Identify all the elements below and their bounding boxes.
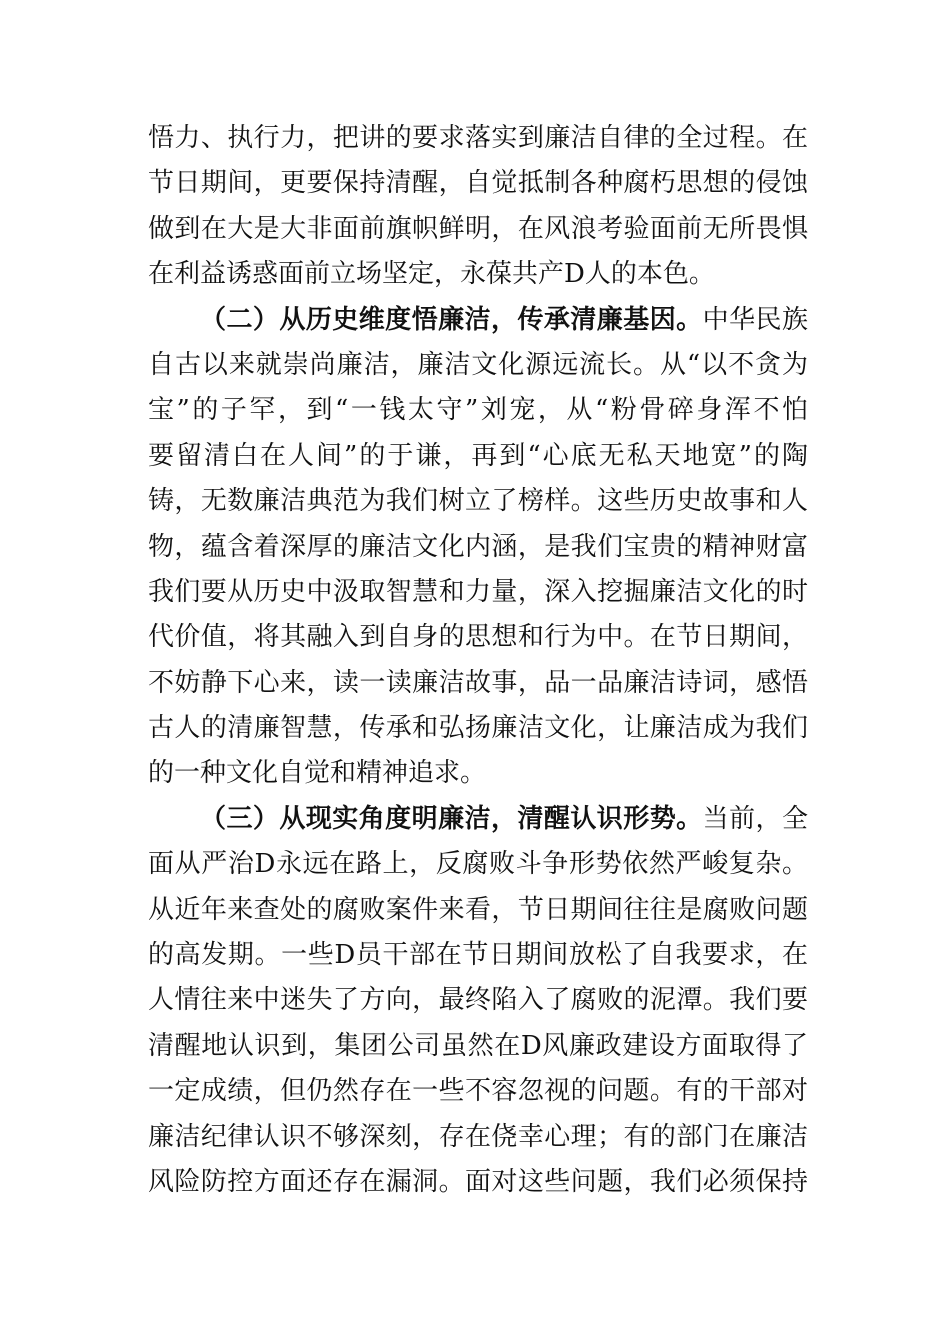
text-line: 宝”的子罕，到“一钱太守”刘宠，从“粉骨碎身浑不怕 <box>148 395 808 426</box>
text-span: 当前，全 <box>702 803 808 834</box>
paragraph-first-line <box>148 797 808 842</box>
text-line: 古人的清廉智慧，传承和弘扬廉洁文化，让廉洁成为我们 <box>148 713 808 744</box>
text-line: 清醒地认识到，集团公司虽然在D风廉政建设方面取得了 <box>148 1030 808 1061</box>
text-line: 从近年来查处的腐败案件来看，节日期间往往是腐败问题 <box>148 894 808 925</box>
text-line: 的高发期。一些D员干部在节日期间放松了自我要求，在 <box>148 940 808 971</box>
text-line: 不妨静下心来，读一读廉洁故事，品一品廉洁诗词，感悟 <box>148 667 808 698</box>
text-line: 一定成绩，但仍然存在一些不容忽视的问题。有的干部对 <box>148 1076 808 1107</box>
text-span: 中华民族 <box>702 304 808 335</box>
text-line: 在利益诱惑面前立场坚定，永葆共产D人的本色。 <box>148 259 715 290</box>
text-line: 的一种文化自觉和精神追求。 <box>148 758 487 789</box>
text-line: 自古以来就崇尚廉洁，廉洁文化源远流长。从“以不贪为 <box>148 349 808 380</box>
text-line: 风险防控方面还存在漏洞。面对这些问题，我们必须保持 <box>148 1166 808 1197</box>
section-heading: （二）从历史维度悟廉洁，传承清廉基因。 <box>200 304 703 335</box>
text-line: 面从严治D永远在路上，反腐败斗争形势依然严峻复杂。 <box>148 849 808 880</box>
body-text <box>148 116 808 1205</box>
text-line: 我们要从历史中汲取智慧和力量，深入挖掘廉洁文化的时 <box>148 576 808 607</box>
text-line: 人情往来中迷失了方向，最终陷入了腐败的泥潭。我们要 <box>148 985 808 1016</box>
text-line: 悟力、执行力，把讲的要求落实到廉洁自律的全过程。在 <box>148 123 808 153</box>
paragraph-3 <box>148 797 808 1206</box>
paragraph-1 <box>148 116 808 298</box>
section-heading: （三）从现实角度明廉洁，清醒认识形势。 <box>200 803 703 834</box>
text-line: 代价值，将其融入到自身的思想和行为中。在节日期间， <box>148 622 808 653</box>
text-line: 节日期间，更要保持清醒，自觉抵制各种腐朽思想的侵蚀 <box>148 168 808 199</box>
paragraph-first-line <box>148 298 808 343</box>
paragraph-2 <box>148 298 808 797</box>
text-line: 铸，无数廉洁典范为我们树立了榜样。这些历史故事和人 <box>148 486 808 517</box>
text-line: 做到在大是大非面前旗帜鲜明，在风浪考验面前无所畏惧 <box>148 213 808 244</box>
text-line: 物，蕴含着深厚的廉洁文化内涵，是我们宝贵的精神财富 <box>148 531 808 562</box>
text-line: 要留清白在人间”的于谦，再到“心底无私天地宽”的陶 <box>148 440 808 471</box>
text-line: 廉洁纪律认识不够深刻，存在侥幸心理；有的部门在廉洁 <box>148 1121 808 1152</box>
